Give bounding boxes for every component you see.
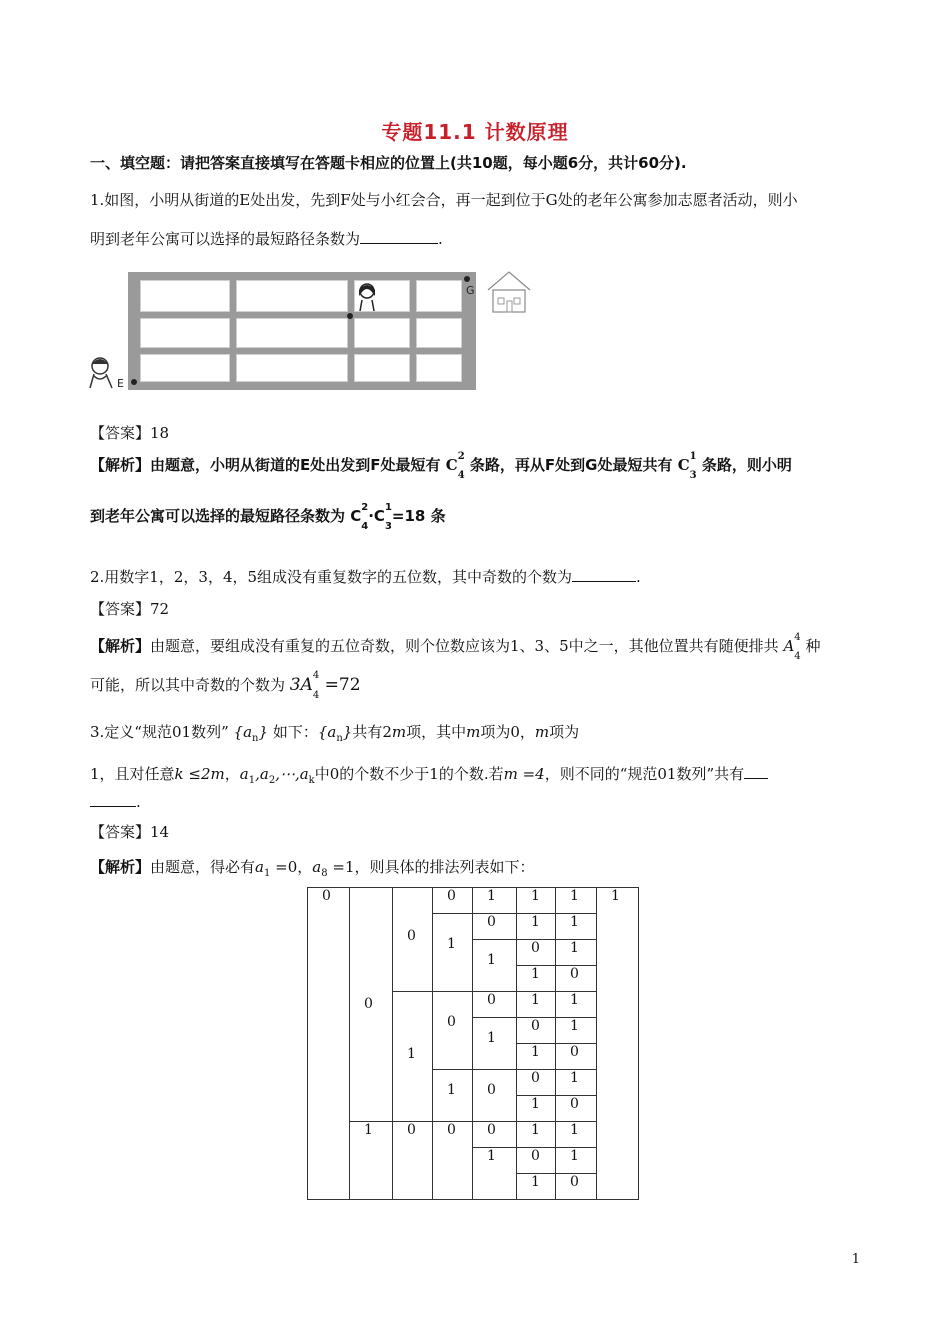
m-var: m (466, 723, 481, 741)
page-title: 专题11.1 计数原理 (381, 120, 569, 144)
q3-line2: 1，且对任意k ≤2m，$a_1,a_2,\cdots,a_k$中0的个数不少于1的个数.若m =4，则不同的“规范01数列”共有 (90, 762, 768, 791)
table-cell: 0 (517, 1148, 556, 1174)
city-block (416, 318, 462, 348)
table-cell: 0 (393, 888, 433, 992)
city-block (354, 318, 410, 348)
table-cell: 1 (433, 1070, 473, 1122)
table-cell: 0 (556, 1096, 597, 1122)
point-f-dot (347, 313, 353, 319)
table-cell: 0 (556, 1174, 597, 1200)
q3-line1: 3.定义“规范01数列” $\{a_n\}$ 如下：$\{a_n\}$共有2m项，其中m项为0，m项为 (90, 723, 580, 744)
table-cell: 1 (517, 1122, 556, 1148)
table-cell: 0 (308, 888, 350, 1200)
table-cell: 1 (517, 1096, 556, 1122)
q1-analysis-line2: 到老年公寓可以选择的最短路径条数为 C 2 $_4$·C 1 $_3$=18 条 (90, 502, 446, 532)
table-cell: 1 (517, 992, 556, 1018)
table-cell: 1 (556, 940, 597, 966)
table-cell: 1 (517, 966, 556, 992)
city-block (236, 354, 348, 382)
table-cell: 1 (473, 940, 517, 992)
table-cell: 0 (556, 966, 597, 992)
table-cell: 0 (433, 1122, 473, 1200)
an-seq-expr: $\{a_n\}$ (317, 723, 353, 744)
city-block (236, 280, 348, 312)
m-var: m (534, 723, 550, 741)
table-cell: 1 (556, 992, 597, 1018)
table-cell: 0 (473, 1070, 517, 1122)
city-block (140, 280, 230, 312)
point-g-dot (464, 276, 470, 282)
street-map (128, 272, 476, 390)
q3-line3: . (90, 790, 141, 812)
map-label-e: E (117, 377, 124, 390)
q2-analysis-line1: 【解析】由题意，要组成没有重复的五位奇数，则个位数应该为1、3、5中之一，其他位置共有随便排共 A 4 $_4$ 种 (90, 632, 821, 662)
k-le-2m-expr: k ≤2m (174, 765, 225, 783)
a44-expr: A 4 $_4$ (783, 632, 801, 662)
table-cell: 1 (556, 1148, 597, 1174)
table-cell: 1 (517, 888, 556, 914)
q1-analysis-line1: 【解析】由题意，小明从街道的E处出发到F处最短有 C 2 $_4$ 条路，再从F处到G处最短共有 C 1 $_3$ 条路，则小明 (90, 451, 792, 481)
c42-times-c31-expr: C 2 $_4$·C 1 $_3$ (350, 502, 392, 532)
q3-analysis: 【解析】由题意，得必有$a_1 =0$，$a_8 =1$，则具体的排法列表如下： (90, 858, 535, 879)
table-cell: 1 (517, 1174, 556, 1200)
house-icon (484, 268, 534, 318)
point-e-dot (131, 379, 137, 385)
table-cell: 0 (433, 992, 473, 1070)
city-block (236, 318, 348, 348)
q1-line2: 明到老年公寓可以选择的最短路径条数为 . (90, 227, 443, 249)
table-cell: 1 (556, 1122, 597, 1148)
table-cell: 0 (350, 888, 393, 1122)
city-block (354, 354, 410, 382)
city-block (140, 354, 230, 382)
q2-answer-blank (572, 565, 636, 582)
table-cell: 1 (517, 914, 556, 940)
q2-result-expr: 3A 4 $_4$ =72 (289, 670, 361, 702)
two-m-expr: 2m (382, 723, 407, 741)
table-cell: 0 (517, 940, 556, 966)
table-cell: 1 (556, 888, 597, 914)
table-cell: 1 (393, 992, 433, 1122)
a-sequence-expr: $a_1,a_2,\cdots,a_k$ (239, 765, 315, 786)
city-block (416, 280, 462, 312)
q1-line1: 1.如图，小明从街道的E处出发，先到F处与小红会合，再一起到位于G处的老年公寓参加志愿者活动，则小 (90, 191, 798, 209)
table-cell: 0 (473, 992, 517, 1018)
table-cell: 0 (393, 1122, 433, 1200)
q1-answer: 【答案】18 (90, 424, 170, 442)
table-cell: 1 (556, 914, 597, 940)
q1-answer-value: 18 (150, 424, 170, 442)
table-cell: 1 (473, 888, 517, 914)
table-cell: 1 (473, 1148, 517, 1200)
a1-eq-0-expr: $a_1 =0$ (255, 858, 298, 879)
table-cell: 1 (473, 1018, 517, 1070)
table-cell: 1 (517, 1044, 556, 1070)
table-cell: 0 (556, 1044, 597, 1070)
table-cell: 1 (350, 1122, 393, 1200)
table-cell: 0 (433, 888, 473, 914)
section-header: 一、填空题：请把答案直接填写在答题卡相应的位置上(共10题，每小题6分，共计60分). (90, 154, 687, 172)
a8-eq-1-expr: $a_8 =1$ (312, 858, 355, 879)
city-block (416, 354, 462, 382)
q2-line1: 2.用数字1，2，3，4，5组成没有重复数字的五位数，其中奇数的个数为 . (90, 565, 641, 587)
arrangement-table (307, 887, 639, 1200)
q3-answer-blank-cont (90, 790, 136, 807)
table-cell: 0 (517, 1018, 556, 1044)
q3-answer-value: 14 (150, 823, 170, 841)
table-cell: 0 (517, 1070, 556, 1096)
an-seq-expr: $\{a_n\}$ (233, 723, 269, 744)
table-cell: 1 (597, 888, 639, 1200)
q1-answer-blank (360, 227, 438, 244)
q2-answer-value: 72 (150, 600, 170, 618)
q2-answer: 【答案】72 (90, 600, 170, 618)
c42-expr: C 2 $_4$ (445, 451, 465, 481)
table-cell: 1 (556, 1070, 597, 1096)
table-cell: 1 (556, 1018, 597, 1044)
girl-figure-icon (354, 280, 380, 312)
map-label-g: G (466, 284, 475, 297)
q1-line2-text: 明到老年公寓可以选择的最短路径条数为 (90, 230, 361, 248)
city-block (140, 318, 230, 348)
q3-answer-blank (744, 762, 768, 779)
table-cell: 0 (473, 914, 517, 940)
table-cell: 1 (433, 914, 473, 992)
q2-analysis-line2: 可能，所以其中奇数的个数为 3A 4 $_4$ =72 (90, 670, 361, 702)
q3-answer: 【答案】14 (90, 823, 170, 841)
m-eq-4-expr: m =4 (503, 765, 545, 783)
page-number: 1 (851, 1252, 860, 1267)
table-cell: 0 (473, 1122, 517, 1148)
c31-expr: C 1 $_3$ (677, 451, 697, 481)
